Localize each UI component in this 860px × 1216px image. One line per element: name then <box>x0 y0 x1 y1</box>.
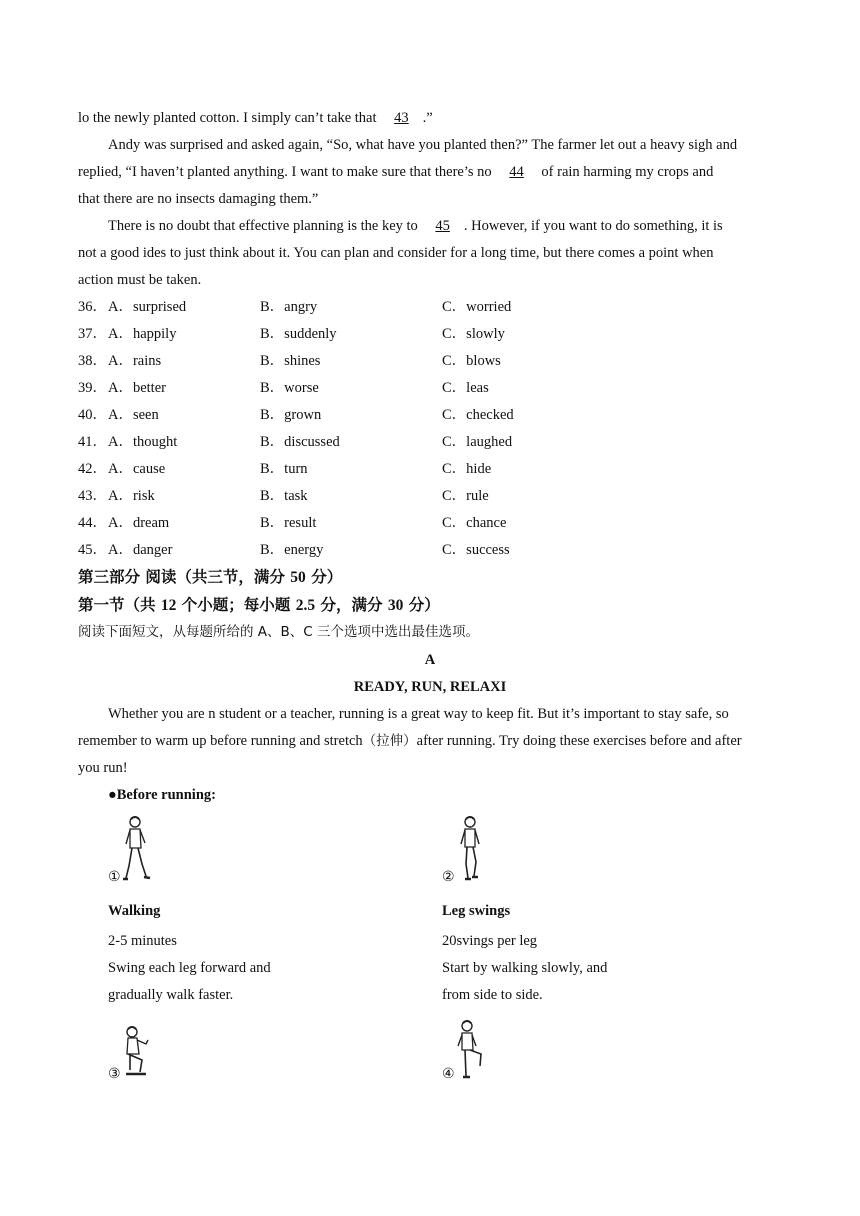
question-number: 40． <box>78 407 107 423</box>
knee-lift-figure-icon <box>453 1018 489 1082</box>
exercise-title: Walking <box>108 903 161 919</box>
option-c: C．slowly <box>442 326 505 342</box>
question-43-options <box>78 486 778 506</box>
option-b: B．worse <box>260 380 319 396</box>
exercise-marker: ① <box>108 870 121 885</box>
article-line: you run! <box>78 760 128 776</box>
walking-figure-icon <box>118 814 154 884</box>
exercise-text: 2-5 minutes <box>108 933 177 949</box>
exercise-marker: ② <box>442 870 455 885</box>
option-b: B．shines <box>260 353 321 369</box>
option-c: C．checked <box>442 407 514 423</box>
exercise-marker: ④ <box>442 1067 455 1082</box>
option-b: B．turn <box>260 461 308 477</box>
option-a: A．dream <box>108 515 170 531</box>
question-42-options <box>78 459 778 479</box>
blank-44: 44 <box>509 164 524 180</box>
question-45-options <box>78 540 778 560</box>
question-37-options <box>78 324 778 344</box>
article-line: Whether you are n student or a teacher, running is a great way to keep fit. But it’s important to stay safe, so <box>108 706 729 722</box>
option-b: B．grown <box>260 407 322 423</box>
exercise-walking <box>108 901 408 1009</box>
question-40-options <box>78 405 778 425</box>
question-39-options <box>78 378 778 398</box>
text: 分） <box>403 596 440 614</box>
exercise-text: gradually walk faster. <box>108 987 234 1003</box>
question-38-options <box>78 351 778 371</box>
exercise-text: Swing each leg forward and <box>108 960 271 976</box>
text: 50 <box>290 569 306 586</box>
article-title: READY, RUN, RELAXI <box>353 679 507 695</box>
exercise-text: from side to side. <box>442 987 543 1003</box>
option-a: A．thought <box>108 434 178 450</box>
option-c: C．success <box>442 542 510 558</box>
section-title <box>78 594 440 617</box>
option-b: B．energy <box>260 542 324 558</box>
option-c: C．rule <box>442 488 489 504</box>
option-c: C．laughed <box>442 434 513 450</box>
option-c: C．chance <box>442 515 507 531</box>
question-44-options <box>78 513 778 533</box>
passage-line <box>108 216 808 236</box>
passage-line: Andy was surprised and asked again, “So, what have you planted then?” The farmer let out a heavy sigh and <box>108 137 738 153</box>
article-line <box>78 731 778 751</box>
text: 30 <box>387 597 404 614</box>
part-title <box>78 566 342 589</box>
passage-line: not a good ides to just think about it. You can plan and consider for a long time, but there comes a point when <box>78 245 714 261</box>
option-b: B．angry <box>260 299 318 315</box>
passage-line: that there are no insects damaging them.” <box>78 191 319 207</box>
option-a: A．rains <box>108 353 162 369</box>
question-36-options <box>78 297 778 317</box>
option-c: C．blows <box>442 353 501 369</box>
before-running-label: ●Before running: <box>108 787 216 803</box>
option-a: A．better <box>108 380 166 396</box>
option-a: A．surprised <box>108 299 187 315</box>
text: There is no doubt that effective planning is the key to <box>108 218 422 234</box>
option-a: A．cause <box>108 461 166 477</box>
text: after running. Try doing these exercises before and after <box>416 733 742 749</box>
text: 12 <box>160 597 177 614</box>
option-c: C．hide <box>442 461 492 477</box>
text: 个小题；每小题 <box>176 596 296 614</box>
option-a: A．seen <box>108 407 159 423</box>
question-number: 37． <box>78 326 107 342</box>
question-number: 42． <box>78 461 107 477</box>
squat-figure-icon <box>118 1024 154 1080</box>
question-number: 43． <box>78 488 107 504</box>
text: .” <box>422 110 433 126</box>
question-number: 36． <box>78 299 107 315</box>
option-c: C．leas <box>442 380 489 396</box>
question-number: 38． <box>78 353 107 369</box>
option-b: B．discussed <box>260 434 340 450</box>
option-b: B．suddenly <box>260 326 337 342</box>
text: lo the newly planted cotton. I simply can’t take that <box>78 110 381 126</box>
text: 第三部分 阅读（共三节，满分 <box>78 568 291 586</box>
leg-swing-figure-icon <box>452 814 488 884</box>
article-letter: A <box>424 652 436 668</box>
exercise-text: Start by walking slowly, and <box>442 960 608 976</box>
question-41-options <box>78 432 778 452</box>
option-b: B．task <box>260 488 308 504</box>
blank-43: 43 <box>394 110 409 126</box>
text: . However, if you want to do something, it is <box>463 218 723 234</box>
text: 第一节（共 <box>78 596 161 614</box>
text: （拉伸） <box>362 733 417 749</box>
passage-line <box>78 162 778 182</box>
question-number: 44． <box>78 515 107 531</box>
exercise-title: Leg swings <box>442 903 511 919</box>
text: 2.5 <box>295 597 316 614</box>
option-a: A．risk <box>108 488 155 504</box>
text: remember to warm up before running and stretch <box>78 733 363 749</box>
passage-line <box>78 108 778 128</box>
question-number: 39． <box>78 380 107 396</box>
exercise-marker: ③ <box>108 1067 121 1082</box>
question-number: 41． <box>78 434 107 450</box>
option-a: A．danger <box>108 542 173 558</box>
blank-45: 45 <box>435 218 450 234</box>
text: replied, “I haven’t planted anything. I want to make sure that there’s no <box>78 164 496 180</box>
instruction: 阅读下面短文，从每题所给的 A、B、C 三个选项中选出最佳选项。 <box>78 624 480 640</box>
option-b: B．result <box>260 515 317 531</box>
question-number: 45． <box>78 542 107 558</box>
text: of rain harming my crops and <box>537 164 714 180</box>
text: 分） <box>305 568 343 586</box>
option-a: A．happily <box>108 326 177 342</box>
passage-line: action must be taken. <box>78 272 202 288</box>
exercise-text: 20svings per leg <box>442 933 538 949</box>
text: 分，满分 <box>315 596 388 614</box>
option-c: C．worried <box>442 299 512 315</box>
exercise-leg-swings <box>442 901 742 1009</box>
